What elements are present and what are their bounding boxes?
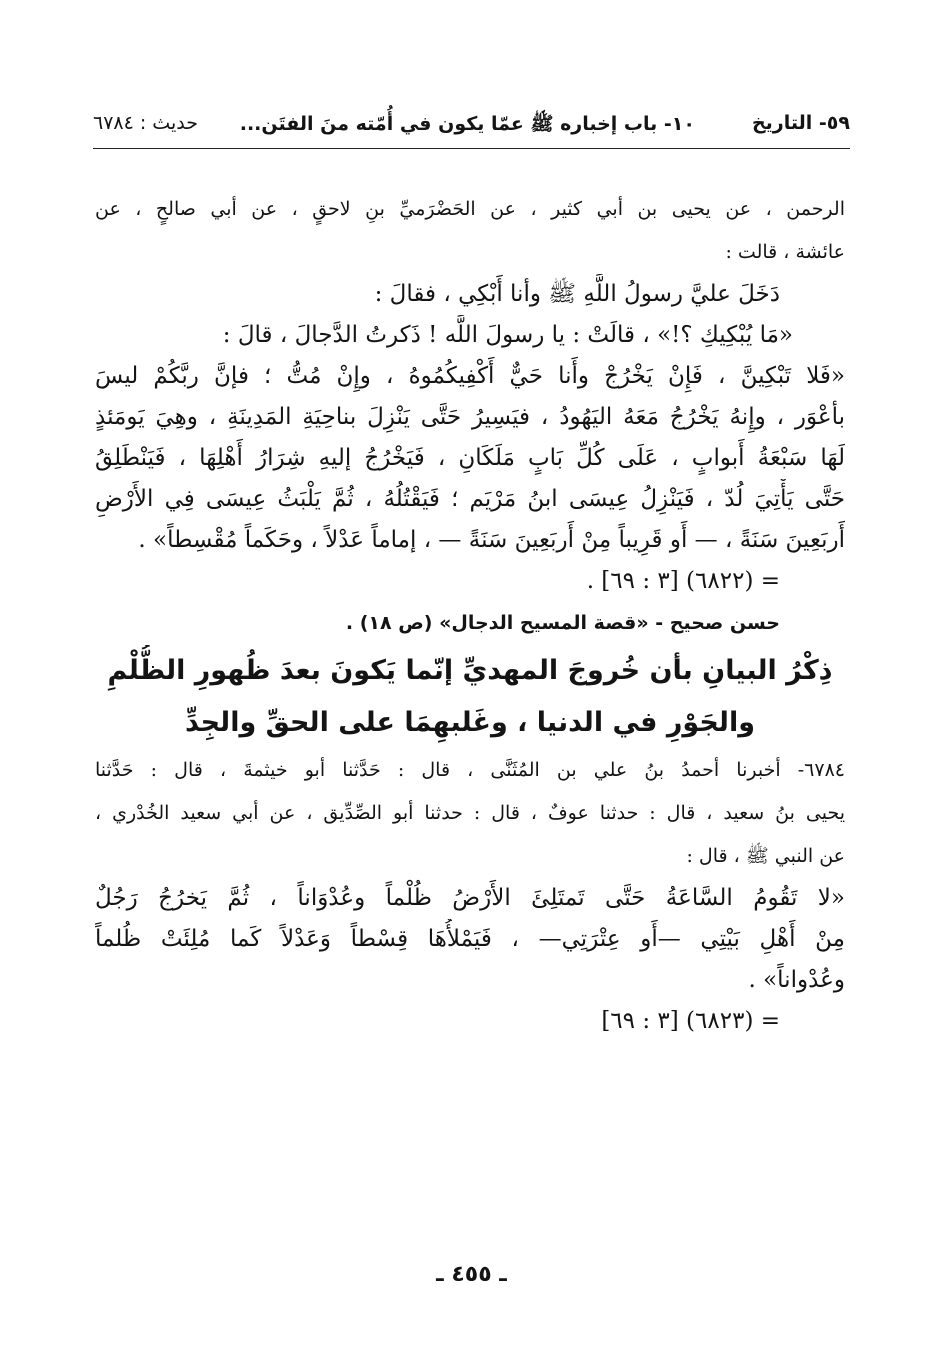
- chapter-title: ٥٩- التاريخ: [751, 112, 850, 134]
- running-header: [93, 112, 850, 142]
- chapter-heading-line-2: والجَوْرِ في الدنيا ، وغَلبهِمَا على الحقِّ والجِدِّ: [185, 707, 755, 738]
- text-line: دَخَلَ عليَّ رسولُ اللَّهِ ﷺ وأنا أَبْكِي ، فقالَ :: [374, 281, 780, 307]
- text-line: الرحمن ، عن يحيى بن أبي كثير ، عن الحَضْرَميِّ بنِ لاحقٍ ، عن أبي صالحٍ ، عن: [95, 198, 845, 220]
- hadith-reference: حديث : ٦٧٨٤: [93, 112, 198, 134]
- text-line: عائشة ، قالت :: [725, 241, 845, 263]
- text-line: «مَا يُبْكِيكِ ؟!» ، قالَتْ : يا رسولَ اللَّه ! ذَكرتُ الدَّجالَ ، قالَ :: [222, 322, 793, 348]
- grading-line: حسن صحيح - «قصة المسيح الدجال» (ص ١٨) .: [345, 612, 780, 634]
- text-line: لَهَا سَبْعَةُ أَبوابٍ ، عَلَى كُلِّ بَابٍ مَلَكَانِ ، فَيَخْرُجُ إليهِ شِرَارُ أَهْلِهَا ، فَيَنْطَلِقُ: [95, 445, 845, 471]
- text-line: مِنْ أَهْلِ بَيْتِي —أَو عِتْرَتِي— ، فَيَمْلأُهَا قِسْطاً وَعَدْلاً كَما مُلِئَتْ ظُلماً: [95, 926, 845, 952]
- text-line: يحيى بنُ سعيد ، قال : حدثنا عوفٌ ، قال : حدثنا أبو الصِّدِّيق ، عن أبي سعيد الخُدْري ،: [95, 802, 845, 824]
- citation-line: = (٦٨٢٣) [٣ : ٦٩]: [601, 1008, 780, 1034]
- text-line: بأعْوَر ، وإِنهُ يَخْرُجُ مَعَهُ اليَهُودُ ، فيَسِيرُ حَتَّى يَنْزِلَ بناحِيَةِ المَدِينَةِ ، وهِيَ يَومَئذٍ: [95, 404, 845, 430]
- citation-line: = (٦٨٢٢) [٣ : ٦٩] .: [586, 568, 780, 594]
- page-number: ـ ٤٥٥ ـ: [436, 1262, 507, 1287]
- text-line: عن النبي ﷺ ، قال :: [686, 845, 845, 867]
- text-line: «فَلا تَبْكِينَّ ، فَإِنْ يَخْرُجْ وأَنا حَيٌّ أَكْفِيكُمُوهُ ، وإِنْ مُتُّ ؛ فإنَّ ربَّكُمْ ليسَ: [95, 363, 845, 389]
- section-title: ١٠- باب إخباره ﷺ عمّا يكون في أُمّته منَ الفتَن...: [239, 113, 695, 135]
- text-line: أَربَعِينَ سَنَةً ، — أَو قَرِيباً مِنْ أَربَعِينَ سَنَةً — ، إماماً عَدْلاً ، وحَكَماً مُقْسِطاً» .: [138, 527, 845, 553]
- page-body: [95, 188, 845, 1042]
- text-line: حَتَّى يَأْتِيَ لُدّ ، فَيَنْزِلُ عِيسَى ابنُ مَرْيَم ؛ فَيَقْتُلُهُ ، ثُمَّ يَلْبَثُ عِيسَى فِي الأَرْضِ: [95, 486, 845, 512]
- chapter-heading-line-1: ذِكْرُ البيانِ بأن خُروجَ المهديِّ إنّما يَكونَ بعدَ ظُهورِ الظُّلْمِ: [107, 655, 833, 686]
- text-line: وعُدْواناً» .: [748, 967, 845, 993]
- text-line: ٦٧٨٤- أخبرنا أحمدُ بنُ علي بن المُثَنَّى ، قال : حَدَّثنا أبو خيثمةَ ، قال : حَدَّثنا: [95, 759, 845, 781]
- text-line: «لا تَقُومُ السَّاعَةُ حَتَّى تَمتَلِئَ الأَرْضُ ظُلْماً وعُدْوَاناً ، ثُمَّ يَخرُجُ رَجُلٌ: [95, 885, 845, 911]
- header-rule: [93, 148, 850, 149]
